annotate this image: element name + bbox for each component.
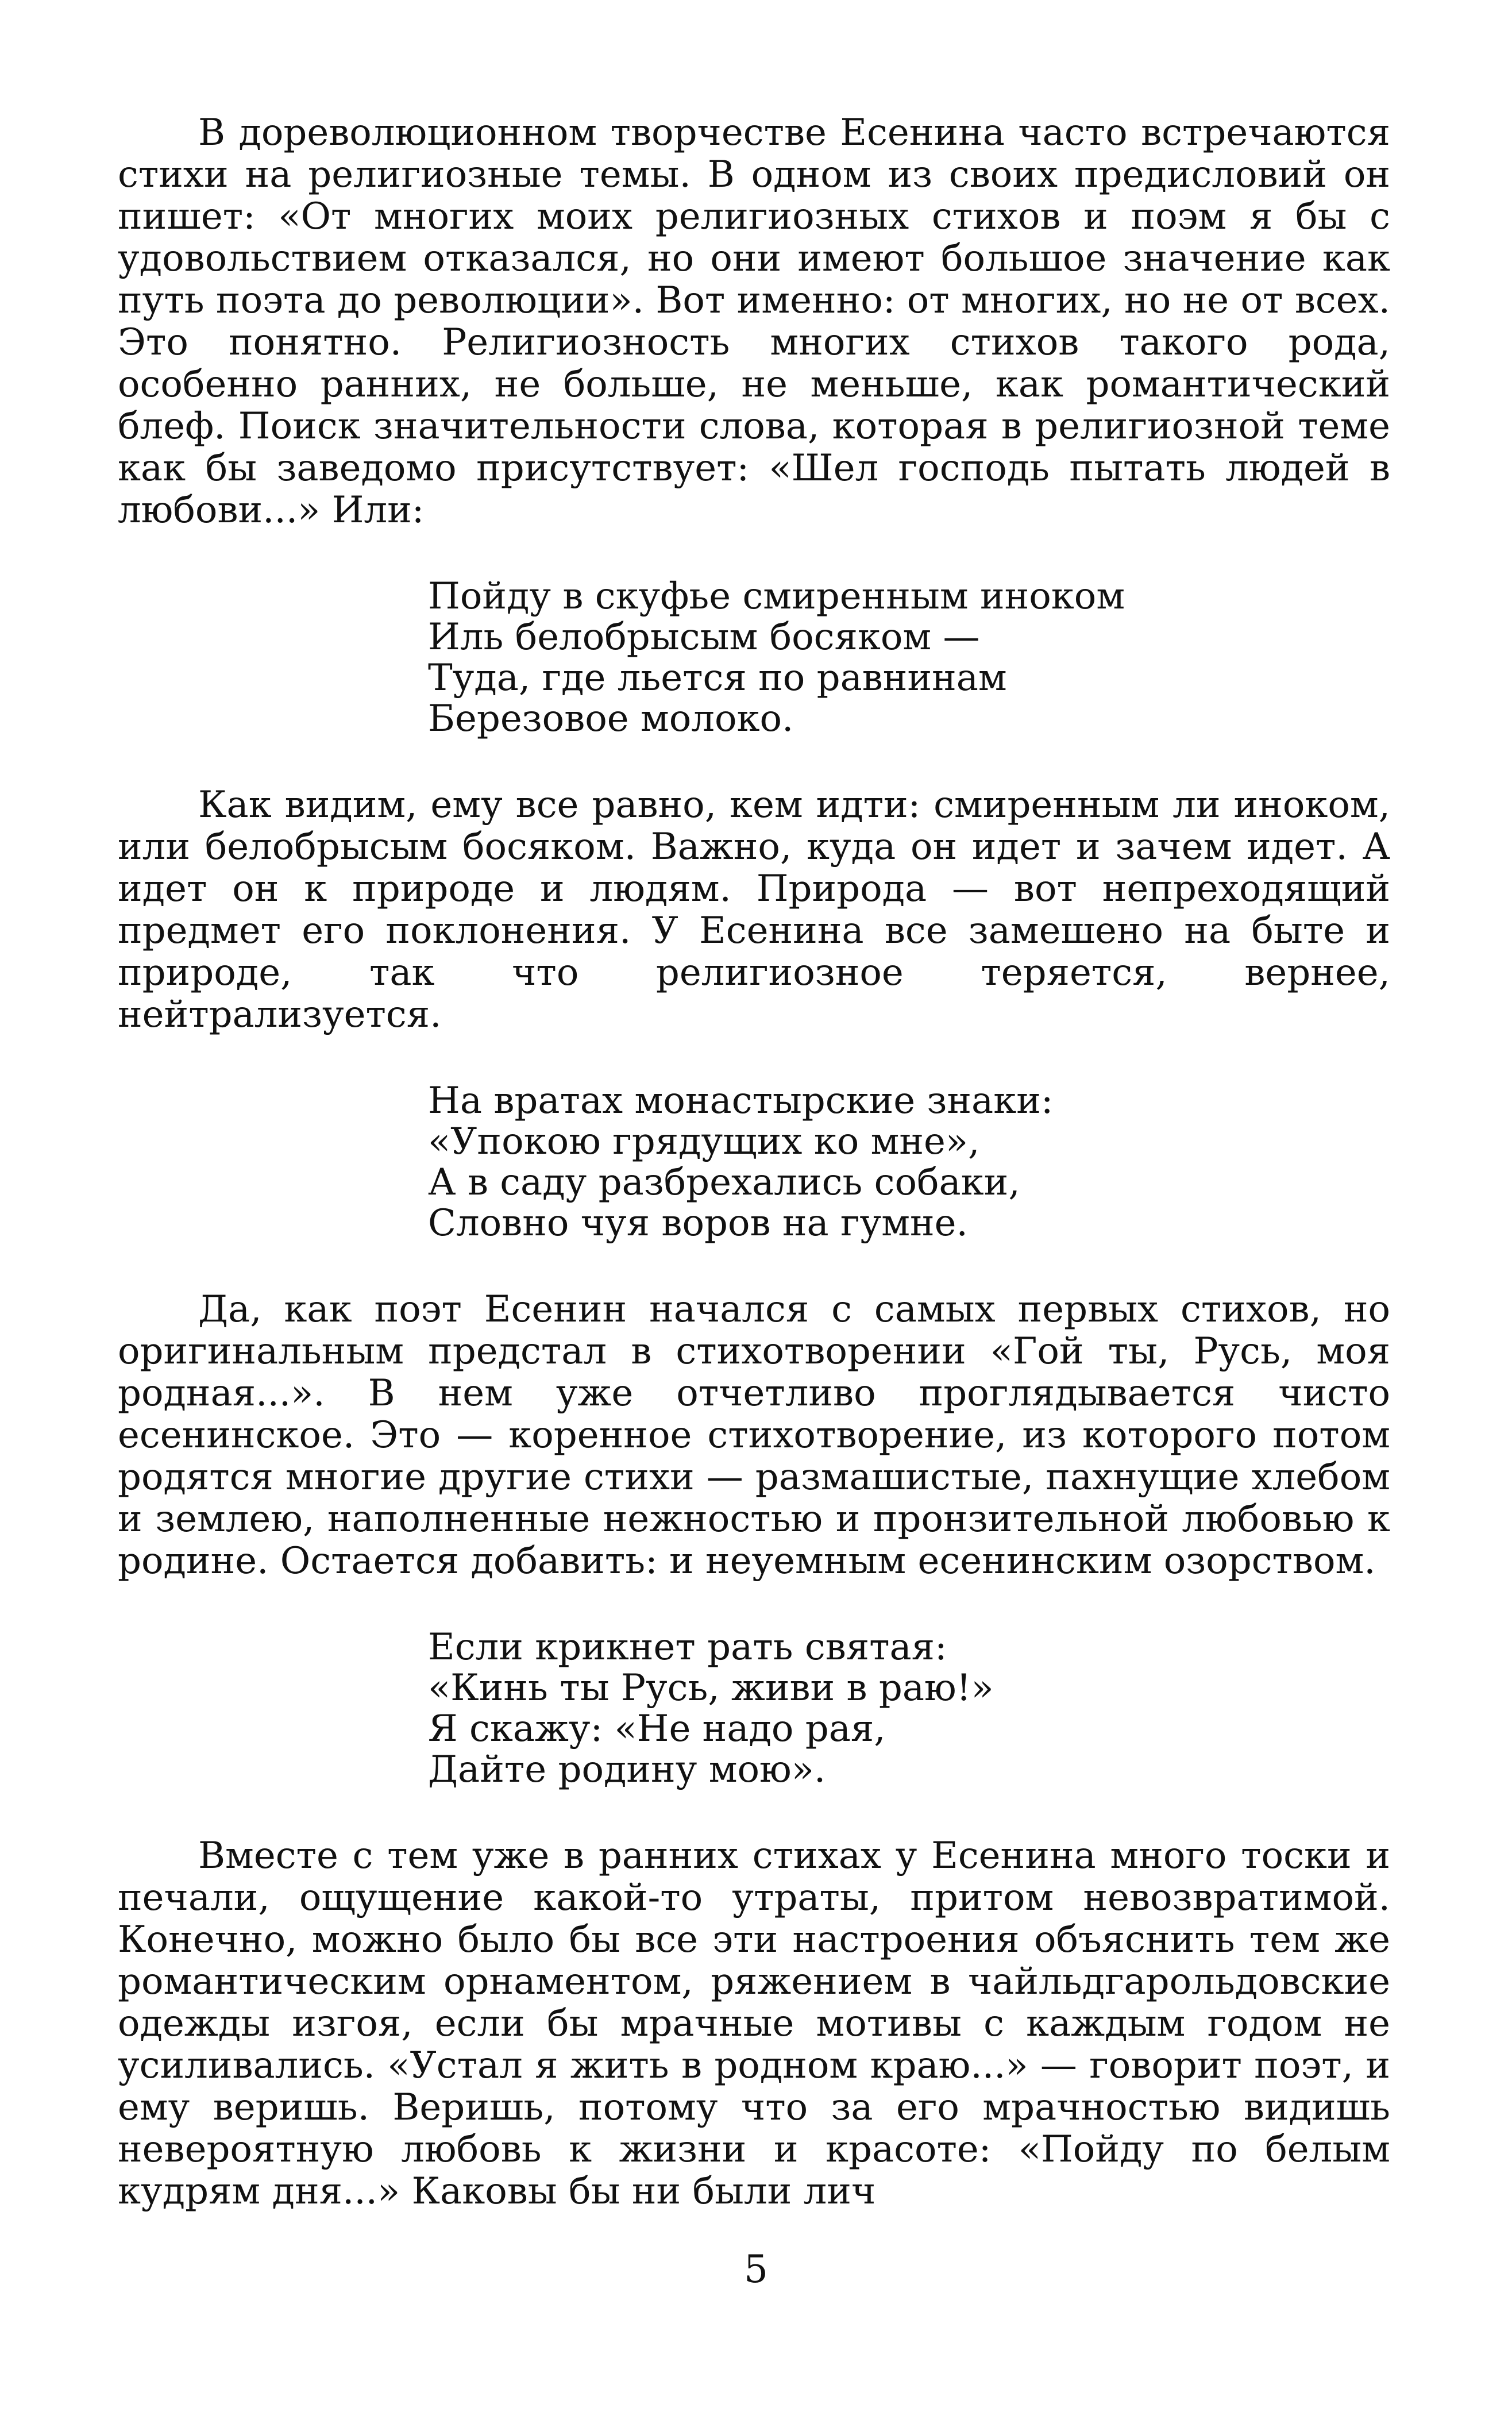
spacer [118, 531, 1390, 576]
spacer [118, 739, 1390, 784]
verse-line: Березовое молоко. [428, 698, 794, 740]
spacer [118, 1582, 1390, 1627]
verse-line: Дайте родину мою». [428, 1748, 826, 1791]
page-number: 5 [744, 2247, 768, 2291]
paragraph-3: Да, как поэт Есенин начался с самых первых стихов, но оригинальным предстал в стихотворении «Гой ты, Русь, моя родная...». В нем уже отчетливо проглядывается чисто есенинское. Это — коренное стихотворение, из которого потом родятся многие другие стихи — размашистые, пахнущие хлебом и землею, наполненные нежностью и пронзительной любовью к родине. Остается добавить: и неуемным есенинским озорством. [118, 1288, 1390, 1582]
verse-line: Если крикнет рать святая: [428, 1626, 947, 1669]
paragraph-2: Как видим, ему все равно, кем идти: смиренным ли иноком, или белобрысым босяком. Важно, куда он идет и зачем идет. А идет он к природе и людям. Природа — вот непреходящий предмет его поклонения. У Есенина все замешено на быте и природе, так что религиозное теряется, вернее, нейтрализуется. [118, 784, 1390, 1036]
paragraph-4: Вместе с тем уже в ранних стихах у Есенина много тоски и печали, ощущение какой-то утраты, притом невозвратимой. Конечно, можно было бы все эти настроения объяснить тем же романтическим орнаментом, ряжением в чайльдгарольдовские одежды изгоя, если бы мрачные мотивы с каждым годом не усиливались. «Устал я жить в родном краю...» — говорит поэт, и ему веришь. Веришь, потому что за его мрачностью видишь невероятную любовь к жизни и красоте: «Пойду по белым кудрям дня...» Каковы бы ни были лич [118, 1835, 1390, 2213]
verse-line: Иль белобрысым босяком — [428, 616, 980, 658]
spacer [118, 1244, 1390, 1289]
paragraph-1: В дореволюционном творчестве Есенина часто встречаются стихи на религиозные темы. В одном из своих предисловий он пишет: «От многих моих религиозных стихов и поэм я бы с удовольствием отказался, но они имеют большое значение как путь поэта до революции». Вот именно: от многих, но не от всех. Это понятно. Религиозность многих стихов такого рода, особенно ранних, не больше, не меньше, как романтический блеф. Поиск значительности слова, которая в религиозной теме как бы заведомо присутствует: «Шел господь пытать людей в любови...» Или: [118, 111, 1390, 531]
verse-line: «Упокою грядущих ко мне», [428, 1120, 980, 1163]
spacer [118, 1036, 1390, 1081]
verse-line: Пойду в скуфье смиренным иноком [428, 575, 1125, 618]
spacer [118, 1790, 1390, 1835]
verse-1 [118, 576, 1390, 739]
verse-line: «Кинь ты Русь, живи в раю!» [428, 1667, 994, 1709]
verse-2 [118, 1081, 1390, 1244]
verse-line: Я скажу: «Не надо рая, [428, 1708, 886, 1750]
verse-line: Словно чуя воров на гумне. [428, 1202, 968, 1245]
page-body [118, 112, 1390, 2213]
verse-line: Туда, где льется по равнинам [428, 657, 1007, 699]
verse-line: А в саду разбрехались собаки, [428, 1161, 1020, 1204]
verse-line: На вратах монастырские знаки: [428, 1080, 1054, 1122]
verse-3 [118, 1627, 1390, 1790]
